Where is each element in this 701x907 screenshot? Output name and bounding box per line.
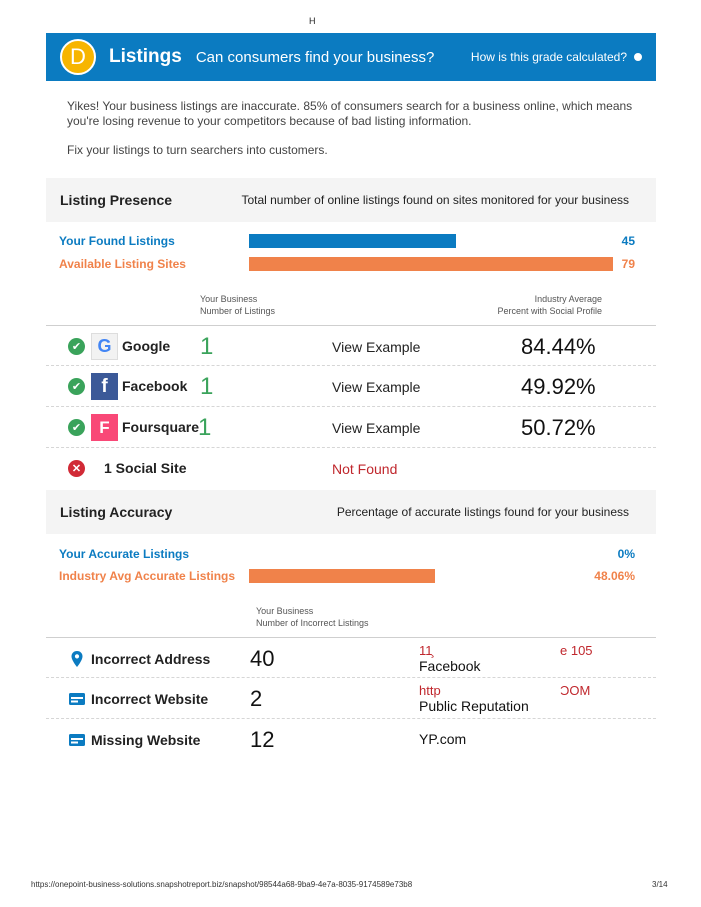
available-sites-label: Available Listing Sites <box>59 257 186 271</box>
facebook-logo-icon: f <box>91 373 118 400</box>
listing-source: Facebook <box>419 658 481 674</box>
check-icon: ✔ <box>68 419 85 436</box>
issue-name: Incorrect Address <box>91 651 211 667</box>
section-question: Can consumers find your business? <box>195 48 435 66</box>
incorrect-value-start: 11̧ <box>419 643 433 658</box>
table-row <box>46 448 656 489</box>
accurate-listings-label: Your Accurate Listings <box>59 547 190 561</box>
table-row <box>46 678 656 719</box>
view-example-link[interactable]: View Example <box>332 379 421 395</box>
listing-accuracy-bar <box>46 490 656 534</box>
found-listings-label: Your Found Listings <box>59 234 175 248</box>
listing-presence-bar <box>46 178 656 222</box>
site-name: Foursquare <box>122 419 200 435</box>
industry-percent: 84.44% <box>521 334 596 359</box>
table-row <box>46 719 656 760</box>
section-heading: Listings <box>109 46 182 67</box>
site-name: 1 Social Site <box>104 460 187 476</box>
accuracy-column-heading <box>256 605 369 629</box>
table-row <box>46 325 656 366</box>
site-name: Google <box>122 338 171 354</box>
info-dot-icon[interactable] <box>634 53 642 61</box>
view-example-link[interactable]: View Example <box>332 339 421 355</box>
industry-accurate-value: 48.06% <box>594 569 635 583</box>
column-heading-line: Number of Listings <box>200 306 276 316</box>
listing-accuracy-table <box>46 637 656 760</box>
table-row <box>46 407 656 448</box>
listing-presence-title: Listing Presence <box>60 192 173 208</box>
found-listings-bar-row <box>59 233 637 249</box>
listing-accuracy-description: Percentage of accurate listings found for your business <box>336 505 629 519</box>
error-x-icon: ✕ <box>68 460 85 477</box>
listing-source: Public Reputation <box>419 698 529 714</box>
issue-name: Incorrect Website <box>91 691 209 707</box>
available-sites-value: 79 <box>621 257 635 271</box>
intro-paragraph-2: Fix your listings to turn searchers into customers. <box>67 143 328 157</box>
accurate-listings-value: 0% <box>617 547 635 561</box>
browser-window-icon <box>68 731 86 749</box>
available-sites-bar-row <box>59 256 637 272</box>
listing-count: 1 <box>200 333 214 360</box>
listing-accuracy-title: Listing Accuracy <box>60 504 173 520</box>
presence-column-heading-right <box>482 293 602 317</box>
grade-calculation-link[interactable]: How is this grade calculated? <box>470 50 627 64</box>
issue-name: Missing Website <box>91 732 201 748</box>
table-row <box>46 637 656 678</box>
map-pin-icon <box>68 650 86 668</box>
column-heading-line: Number of Incorrect Listings <box>256 618 369 628</box>
listing-presence-table <box>46 325 656 489</box>
foursquare-logo-icon: F <box>91 414 118 441</box>
industry-accurate-bar <box>249 569 435 583</box>
page-number: 3/14 <box>652 880 668 889</box>
check-icon: ✔ <box>68 378 85 395</box>
site-name: Facebook <box>122 378 188 394</box>
industry-accurate-label: Industry Avg Accurate Listings <box>59 569 236 583</box>
column-heading-line: Percent with Social Profile <box>497 306 602 316</box>
found-listings-bar <box>249 234 456 248</box>
view-example-link[interactable]: View Example <box>332 420 421 436</box>
page-mark: H <box>309 16 316 26</box>
listing-count: 1 <box>200 373 214 400</box>
column-heading-line: Your Business <box>256 606 314 616</box>
check-icon: ✔ <box>68 338 85 355</box>
intro-paragraph-1: Yikes! Your business listings are inaccurate. 85% of consumers search for a business online, which means you're losing revenue to your competitors because of bad listing information. <box>67 99 633 128</box>
industry-accurate-bar-row <box>59 568 637 584</box>
column-heading-line: Your Business <box>200 294 258 304</box>
presence-column-heading-left <box>200 293 275 317</box>
industry-percent: 49.92% <box>521 374 596 399</box>
incorrect-value-end: e 105 <box>560 643 593 658</box>
industry-percent: 50.72% <box>521 415 596 440</box>
accurate-listings-bar-row <box>59 546 637 562</box>
issue-count: 40 <box>250 646 275 671</box>
issue-count: 12 <box>250 727 275 752</box>
grade-badge: D <box>60 39 96 75</box>
column-heading-line: Industry Average <box>534 294 602 304</box>
footer-url: https://onepoint-business-solutions.snapshotreport.biz/snapshot/98544a68-9ba9-4e7a-8035-9174589e73b8 <box>31 880 413 889</box>
incorrect-value-end: ƆOM <box>560 683 591 698</box>
browser-window-icon <box>68 690 86 708</box>
listing-source: YP.com <box>419 731 467 747</box>
found-listings-value: 45 <box>621 234 635 248</box>
listings-header <box>46 33 656 81</box>
incorrect-value-start: http <box>419 683 441 698</box>
listing-presence-description: Total number of online listings found on sites monitored for your business <box>241 193 629 207</box>
available-sites-bar <box>249 257 613 271</box>
intro-text <box>67 99 647 158</box>
listing-count: 1 <box>198 414 212 441</box>
not-found-status: Not Found <box>332 461 398 477</box>
issue-count: 2 <box>250 686 263 711</box>
table-row <box>46 366 656 407</box>
google-logo-icon: G <box>91 333 118 360</box>
